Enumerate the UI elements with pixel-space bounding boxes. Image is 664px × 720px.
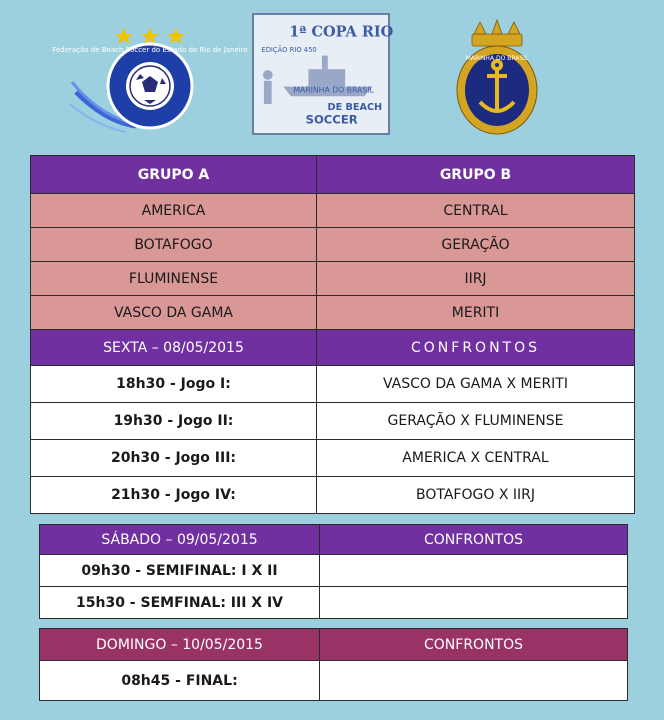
group-b-team: GERAÇÃO — [317, 228, 635, 262]
sunday-day-label: DOMINGO – 10/05/2015 — [40, 629, 320, 661]
star-icon — [115, 28, 185, 44]
crown-icon — [472, 20, 522, 46]
copa-sport-1: DE BEACH — [327, 101, 383, 113]
groups-header-row — [31, 156, 635, 194]
group-a-team: VASCO DA GAMA — [31, 296, 317, 330]
game-time: 18h30 - Jogo I: — [31, 366, 317, 403]
saturday-col-label: CONFRONTOS — [320, 525, 628, 555]
copa-sport-2: SOCCER — [305, 112, 358, 127]
game-match — [320, 661, 628, 701]
table-row — [31, 440, 635, 477]
game-match — [320, 587, 628, 619]
copa-org: MARINHA DO BRASIL — [293, 85, 374, 95]
table-row — [40, 661, 628, 701]
game-match: BOTAFOGO X IIRJ — [317, 477, 635, 514]
table-row — [31, 477, 635, 514]
friday-col-label: CONFRONTOS — [317, 330, 635, 366]
game-time: 09h30 - SEMIFINAL: I X II — [40, 555, 320, 587]
group-b-header: GRUPO B — [317, 156, 635, 194]
group-a-team: BOTAFOGO — [31, 228, 317, 262]
game-time: 15h30 - SEMFINAL: III X IV — [40, 587, 320, 619]
sunday-table — [39, 628, 628, 701]
navy-logo-text: MARINHA DO BRASIL — [465, 55, 529, 62]
game-match — [320, 555, 628, 587]
group-b-team: IIRJ — [317, 262, 635, 296]
copa-title: 1ª COPA RIO — [289, 23, 394, 41]
group-b-team: MERITI — [317, 296, 635, 330]
saturday-table — [39, 524, 628, 619]
groups-and-friday-table — [30, 155, 635, 514]
copa-edition: EDIÇÃO RIO 450 — [261, 45, 317, 54]
group-a-team: AMERICA — [31, 194, 317, 228]
ball-icon — [130, 66, 170, 106]
federation-logo-text: Federação de Beach Soccer do Estado do Rio de Janeiro — [52, 46, 248, 54]
group-a-header: GRUPO A — [31, 156, 317, 194]
game-time: 08h45 - FINAL: — [40, 661, 320, 701]
game-match: GERAÇÃO X FLUMINENSE — [317, 403, 635, 440]
federation-logo — [52, 22, 248, 138]
game-match: VASCO DA GAMA X MERITI — [317, 366, 635, 403]
table-row — [31, 194, 635, 228]
saturday-header-row — [40, 525, 628, 555]
navy-logo — [452, 20, 542, 136]
table-row — [40, 555, 628, 587]
game-time: 21h30 - Jogo IV: — [31, 477, 317, 514]
table-row — [31, 296, 635, 330]
sunday-col-label: CONFRONTOS — [320, 629, 628, 661]
friday-header-row — [31, 330, 635, 366]
sunday-header-row — [40, 629, 628, 661]
game-time: 19h30 - Jogo II: — [31, 403, 317, 440]
copa-rio-logo — [252, 13, 394, 135]
game-time: 20h30 - Jogo III: — [31, 440, 317, 477]
table-row — [31, 228, 635, 262]
saturday-day-label: SÁBADO – 09/05/2015 — [40, 525, 320, 555]
table-row — [31, 403, 635, 440]
table-row — [40, 587, 628, 619]
table-row — [31, 366, 635, 403]
group-a-team: FLUMINENSE — [31, 262, 317, 296]
table-row — [31, 262, 635, 296]
player-icon — [263, 70, 273, 104]
group-b-team: CENTRAL — [317, 194, 635, 228]
friday-day-label: SEXTA – 08/05/2015 — [31, 330, 317, 366]
game-match: AMERICA X CENTRAL — [317, 440, 635, 477]
